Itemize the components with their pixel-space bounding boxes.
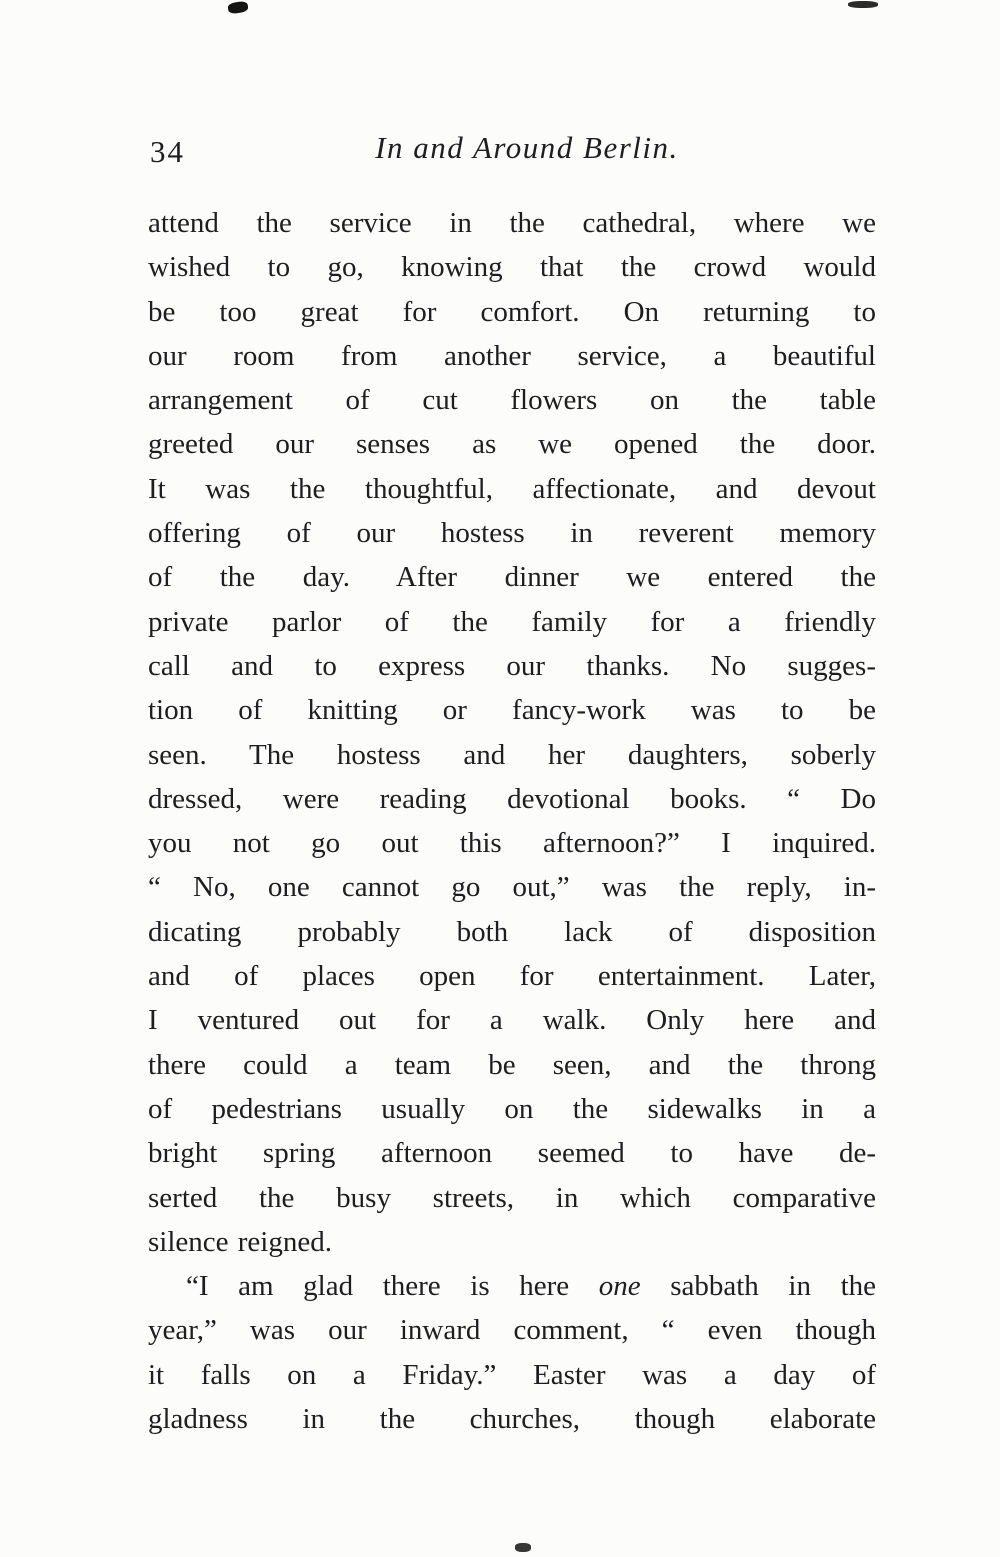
text-line: attend the service in the cathedral, where we bbox=[148, 207, 876, 239]
text-line: it falls on a Friday.” Easter was a day of bbox=[148, 1358, 876, 1391]
text-line: I ventured out for a walk. Only here and bbox=[148, 1004, 876, 1037]
text-line: dressed, were reading devotional books. “ Do bbox=[148, 782, 876, 815]
scan-artifact bbox=[848, 1, 878, 8]
text-line: “ No, one cannot go out,” was the reply, in- bbox=[148, 871, 876, 904]
text-line: call and to express our thanks. No sugges- bbox=[148, 649, 876, 682]
text-line: greeted our senses as we opened the door. bbox=[148, 428, 876, 461]
text-line: gladness in the churches, though elaborate bbox=[148, 1403, 876, 1436]
text-line: of pedestrians usually on the sidewalks in a bbox=[148, 1092, 876, 1125]
text-line: our room from another service, a beautiful bbox=[148, 339, 876, 372]
text-line: silence reigned. bbox=[148, 1225, 332, 1258]
text-line: tion of knitting or fancy-work was to be bbox=[148, 694, 876, 727]
text-line: year,” was our inward comment, “ even though bbox=[148, 1314, 876, 1347]
text-line: bright spring afternoon seemed to have de- bbox=[148, 1137, 876, 1170]
paragraph bbox=[148, 1264, 876, 1441]
text-line: “I am glad there is here one sabbath in the bbox=[186, 1270, 876, 1303]
page-header bbox=[148, 130, 876, 176]
body-text bbox=[148, 201, 876, 1441]
running-title: In and Around Berlin. bbox=[375, 130, 679, 165]
text-line: dicating probably both lack of disposition bbox=[148, 915, 876, 948]
text-line: offering of our hostess in reverent memory bbox=[148, 517, 876, 550]
scan-artifact bbox=[515, 1543, 531, 1552]
text-line: you not go out this afternoon?” I inquired. bbox=[148, 827, 876, 860]
paragraph bbox=[148, 201, 876, 1264]
page-number: 34 bbox=[150, 134, 185, 169]
text-line: It was the thoughtful, affectionate, and devout bbox=[148, 472, 876, 505]
text-line: wished to go, knowing that the crowd would bbox=[148, 251, 876, 284]
text-line: serted the busy streets, in which comparative bbox=[148, 1181, 876, 1214]
text-line: seen. The hostess and her daughters, soberly bbox=[148, 738, 876, 771]
text-line: there could a team be seen, and the throng bbox=[148, 1048, 876, 1081]
text-line: arrangement of cut flowers on the table bbox=[148, 384, 876, 417]
text-line: of the day. After dinner we entered the bbox=[148, 561, 876, 594]
scan-artifact bbox=[227, 1, 248, 15]
text-line: and of places open for entertainment. Later, bbox=[148, 960, 876, 993]
text-line: be too great for comfort. On returning to bbox=[148, 295, 876, 328]
text-line: private parlor of the family for a friendly bbox=[148, 605, 876, 638]
